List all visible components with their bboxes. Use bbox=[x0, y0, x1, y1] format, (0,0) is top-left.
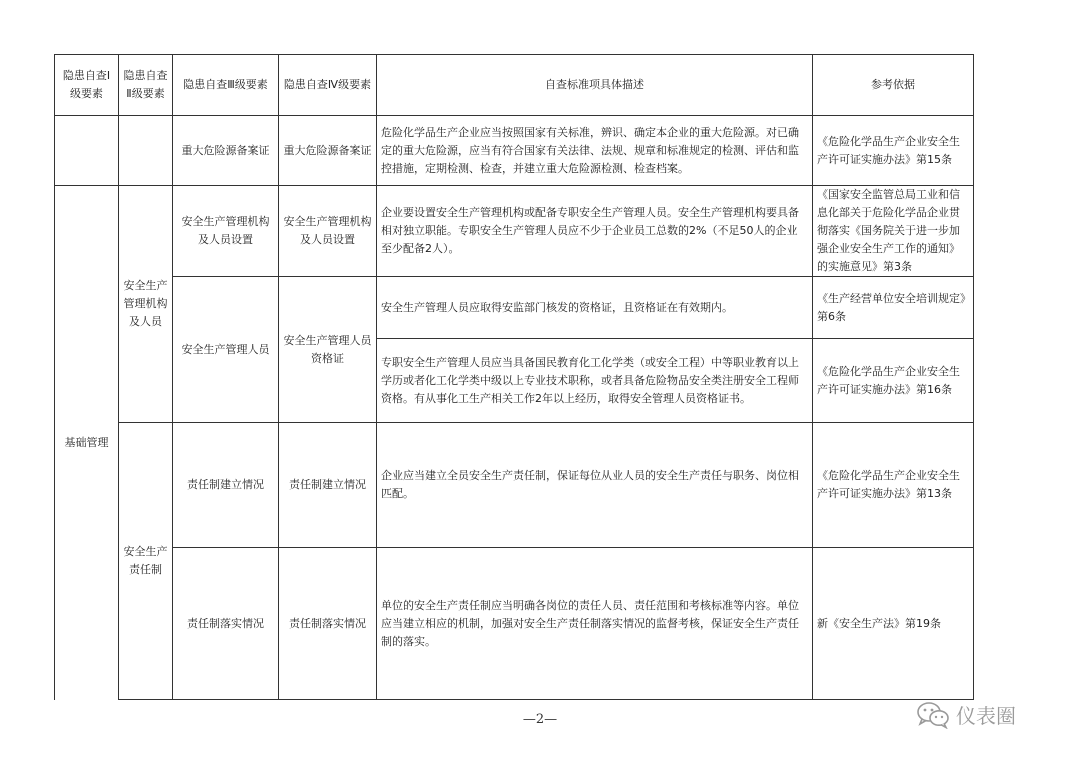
watermark bbox=[916, 700, 1016, 729]
level3-cell: 安全生产管理人员 bbox=[173, 277, 279, 423]
reference-cell: 《国家安全监管总局工业和信息化部关于危险化学品企业贯彻落实《国务院关于进一步加强企业安全生产工作的通知》的实施意见》第3条 bbox=[813, 186, 974, 277]
table-row bbox=[55, 423, 974, 548]
header-row bbox=[55, 55, 974, 116]
description-cell: 安全生产管理人员应取得安监部门核发的资格证，且资格证在有效期内。 bbox=[377, 277, 813, 339]
level4-cell: 责任制建立情况 bbox=[279, 423, 377, 548]
header-reference: 参考依据 bbox=[813, 55, 974, 116]
page-number: —2— bbox=[522, 712, 558, 727]
self-inspection-table bbox=[54, 54, 974, 700]
header-description: 自查标准项具体描述 bbox=[377, 55, 813, 116]
level1-group-cell: 基础管理 bbox=[55, 186, 119, 700]
reference-cell: 《危险化学品生产企业安全生产许可证实施办法》第15条 bbox=[813, 116, 974, 186]
description-cell: 单位的安全生产责任制应当明确各岗位的责任人员、责任范围和考核标准等内容。单位应当建立相应的机制，加强对安全生产责任制落实情况的监督考核，保证安全生产责任制的落实。 bbox=[377, 548, 813, 700]
level2-group-cell: 安全生产管理机构及人员 bbox=[119, 186, 173, 423]
description-cell: 专职安全生产管理人员应当具备国民教育化工化学类（或安全工程）中等职业教育以上学历或者化工化学类中级以上专业技术职称，或者具备危险物品安全类注册安全工程师资格。有从事化工生产相关工作2年以上经历，取得安全管理人员资格证书。 bbox=[377, 339, 813, 423]
description-cell: 企业应当建立全员安全生产责任制，保证每位从业人员的安全生产责任与职务、岗位相匹配。 bbox=[377, 423, 813, 548]
table-row bbox=[55, 116, 974, 186]
description-cell: 企业要设置安全生产管理机构或配备专职安全生产管理人员。安全生产管理机构要具备相对独立职能。专职安全生产管理人员应不少于企业员工总数的2%（不足50人的企业至少配备2人）。 bbox=[377, 186, 813, 277]
level4-cell: 安全生产管理人员资格证 bbox=[279, 277, 377, 423]
header-level4: 隐患自查Ⅳ级要素 bbox=[279, 55, 377, 116]
header-level1: 隐患自查Ⅰ级要素 bbox=[55, 55, 119, 116]
level3-cell: 重大危险源备案证 bbox=[173, 116, 279, 186]
header-level2: 隐患自查Ⅱ级要素 bbox=[119, 55, 173, 116]
reference-cell: 新《安全生产法》第19条 bbox=[813, 548, 974, 700]
reference-cell: 《危险化学品生产企业安全生产许可证实施办法》第16条 bbox=[813, 339, 974, 423]
reference-cell: 《危险化学品生产企业安全生产许可证实施办法》第13条 bbox=[813, 423, 974, 548]
watermark-text: 仪表圈 bbox=[956, 704, 1016, 728]
level3-cell: 安全生产管理机构及人员设置 bbox=[173, 186, 279, 277]
level3-cell: 责任制建立情况 bbox=[173, 423, 279, 548]
wechat-icon bbox=[916, 701, 950, 729]
level2-group-cell: 安全生产责任制 bbox=[119, 423, 173, 700]
level4-cell: 重大危险源备案证 bbox=[279, 116, 377, 186]
table-row bbox=[55, 186, 974, 277]
table-row bbox=[55, 277, 974, 339]
level3-cell: 责任制落实情况 bbox=[173, 548, 279, 700]
level4-cell: 安全生产管理机构及人员设置 bbox=[279, 186, 377, 277]
level4-cell: 责任制落实情况 bbox=[279, 548, 377, 700]
reference-cell: 《生产经营单位安全培训规定》第6条 bbox=[813, 277, 974, 339]
level1-cell-empty bbox=[55, 116, 119, 186]
table-row bbox=[55, 548, 974, 700]
level2-cell-empty bbox=[119, 116, 173, 186]
header-level3: 隐患自查Ⅲ级要素 bbox=[173, 55, 279, 116]
description-cell: 危险化学品生产企业应当按照国家有关标准，辨识、确定本企业的重大危险源。对已确定的重大危险源，应当有符合国家有关法律、法规、规章和标准规定的检测、评估和监控措施，定期检测、检查，并建立重大危险源检测、检查档案。 bbox=[377, 116, 813, 186]
